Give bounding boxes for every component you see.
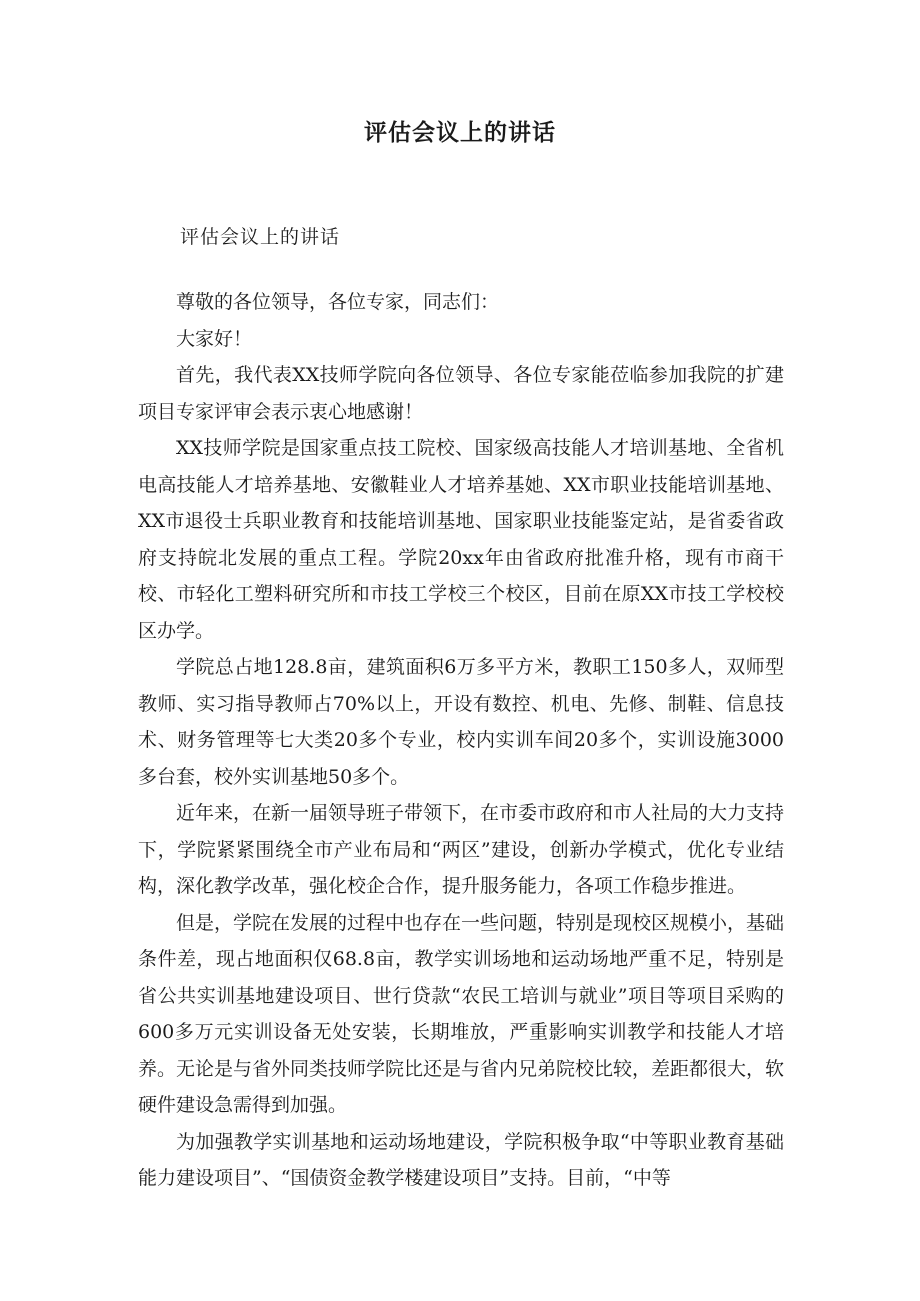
paragraph-progress: 近年来，在新一届领导班子带领下，在市委市政府和市人社局的大力支持下，学院紧紧围绕全市产业布局和“两区”建设，创新办学模式，优化专业结构，深化教学改革，强化校企合作，提升服务能力，各项工作稳步推进。 — [138, 802, 785, 897]
paragraph-thanks: 首先，我代表XX技师学院向各位领导、各位专家能莅临参加我院的扩建项目专家评审会表示衷心地感谢！ — [138, 364, 784, 423]
document-subtitle: 评估会议上的讲话 — [180, 226, 341, 248]
paragraph-projects: 为加强教学实训基地和运动场地建设，学院积极争取“中等职业教育基础能力建设项目”、“国债资金教学楼建设项目”支持。目前，“中等 — [138, 1130, 784, 1189]
document-body — [138, 284, 784, 1197]
paragraph-salutation: 尊敬的各位领导，各位专家，同志们： — [176, 291, 500, 313]
document-title: 评估会议上的讲话 — [364, 120, 556, 146]
paragraph-problems: 但是，学院在发展的过程中也存在一些问题，特别是现校区规模小，基础条件差，现占地面积仅68.8亩，教学实训场地和运动场地严重不足，特别是省公共实训基地建设项目、世行贷款“农民工培训与就业”项目等项目采购的600多万元实训设备无处安装，长期堆放，严重影响实训教学和技能人才培养。无论是与省外同类技师学院比还是与省内兄弟院校比较，差距都很大，软硬件建设急需得到加强。 — [138, 911, 785, 1116]
paragraph-facts: 学院总占地128.8亩，建筑面积6万多平方米，教职工150多人，双师型教师、实习指导教师占70%以上，开设有数控、机电、先修、制鞋、信息技术、财务管理等七大类20多个专业，校内实训车间20多个，实训设施3000多台套，校外实训基地50多个。 — [138, 656, 784, 788]
paragraph-introduction: XX技师学院是国家重点技工院校、国家级高技能人才培训基地、全省机电高技能人才培养基地、安徽鞋业人才培养基她、XX市职业技能培训基地、XX市退役士兵职业教育和技能培训基地、国家职业技能鉴定站，是省委省政府支持皖北发展的重点工程。学院20xx年由省政府批准升格，现有市商干校、市轻化工塑料研究所和市技工学校三个校区，目前在原XX市技工学校校区办学。 — [138, 437, 784, 642]
paragraph-greeting: 大家好！ — [176, 327, 253, 350]
